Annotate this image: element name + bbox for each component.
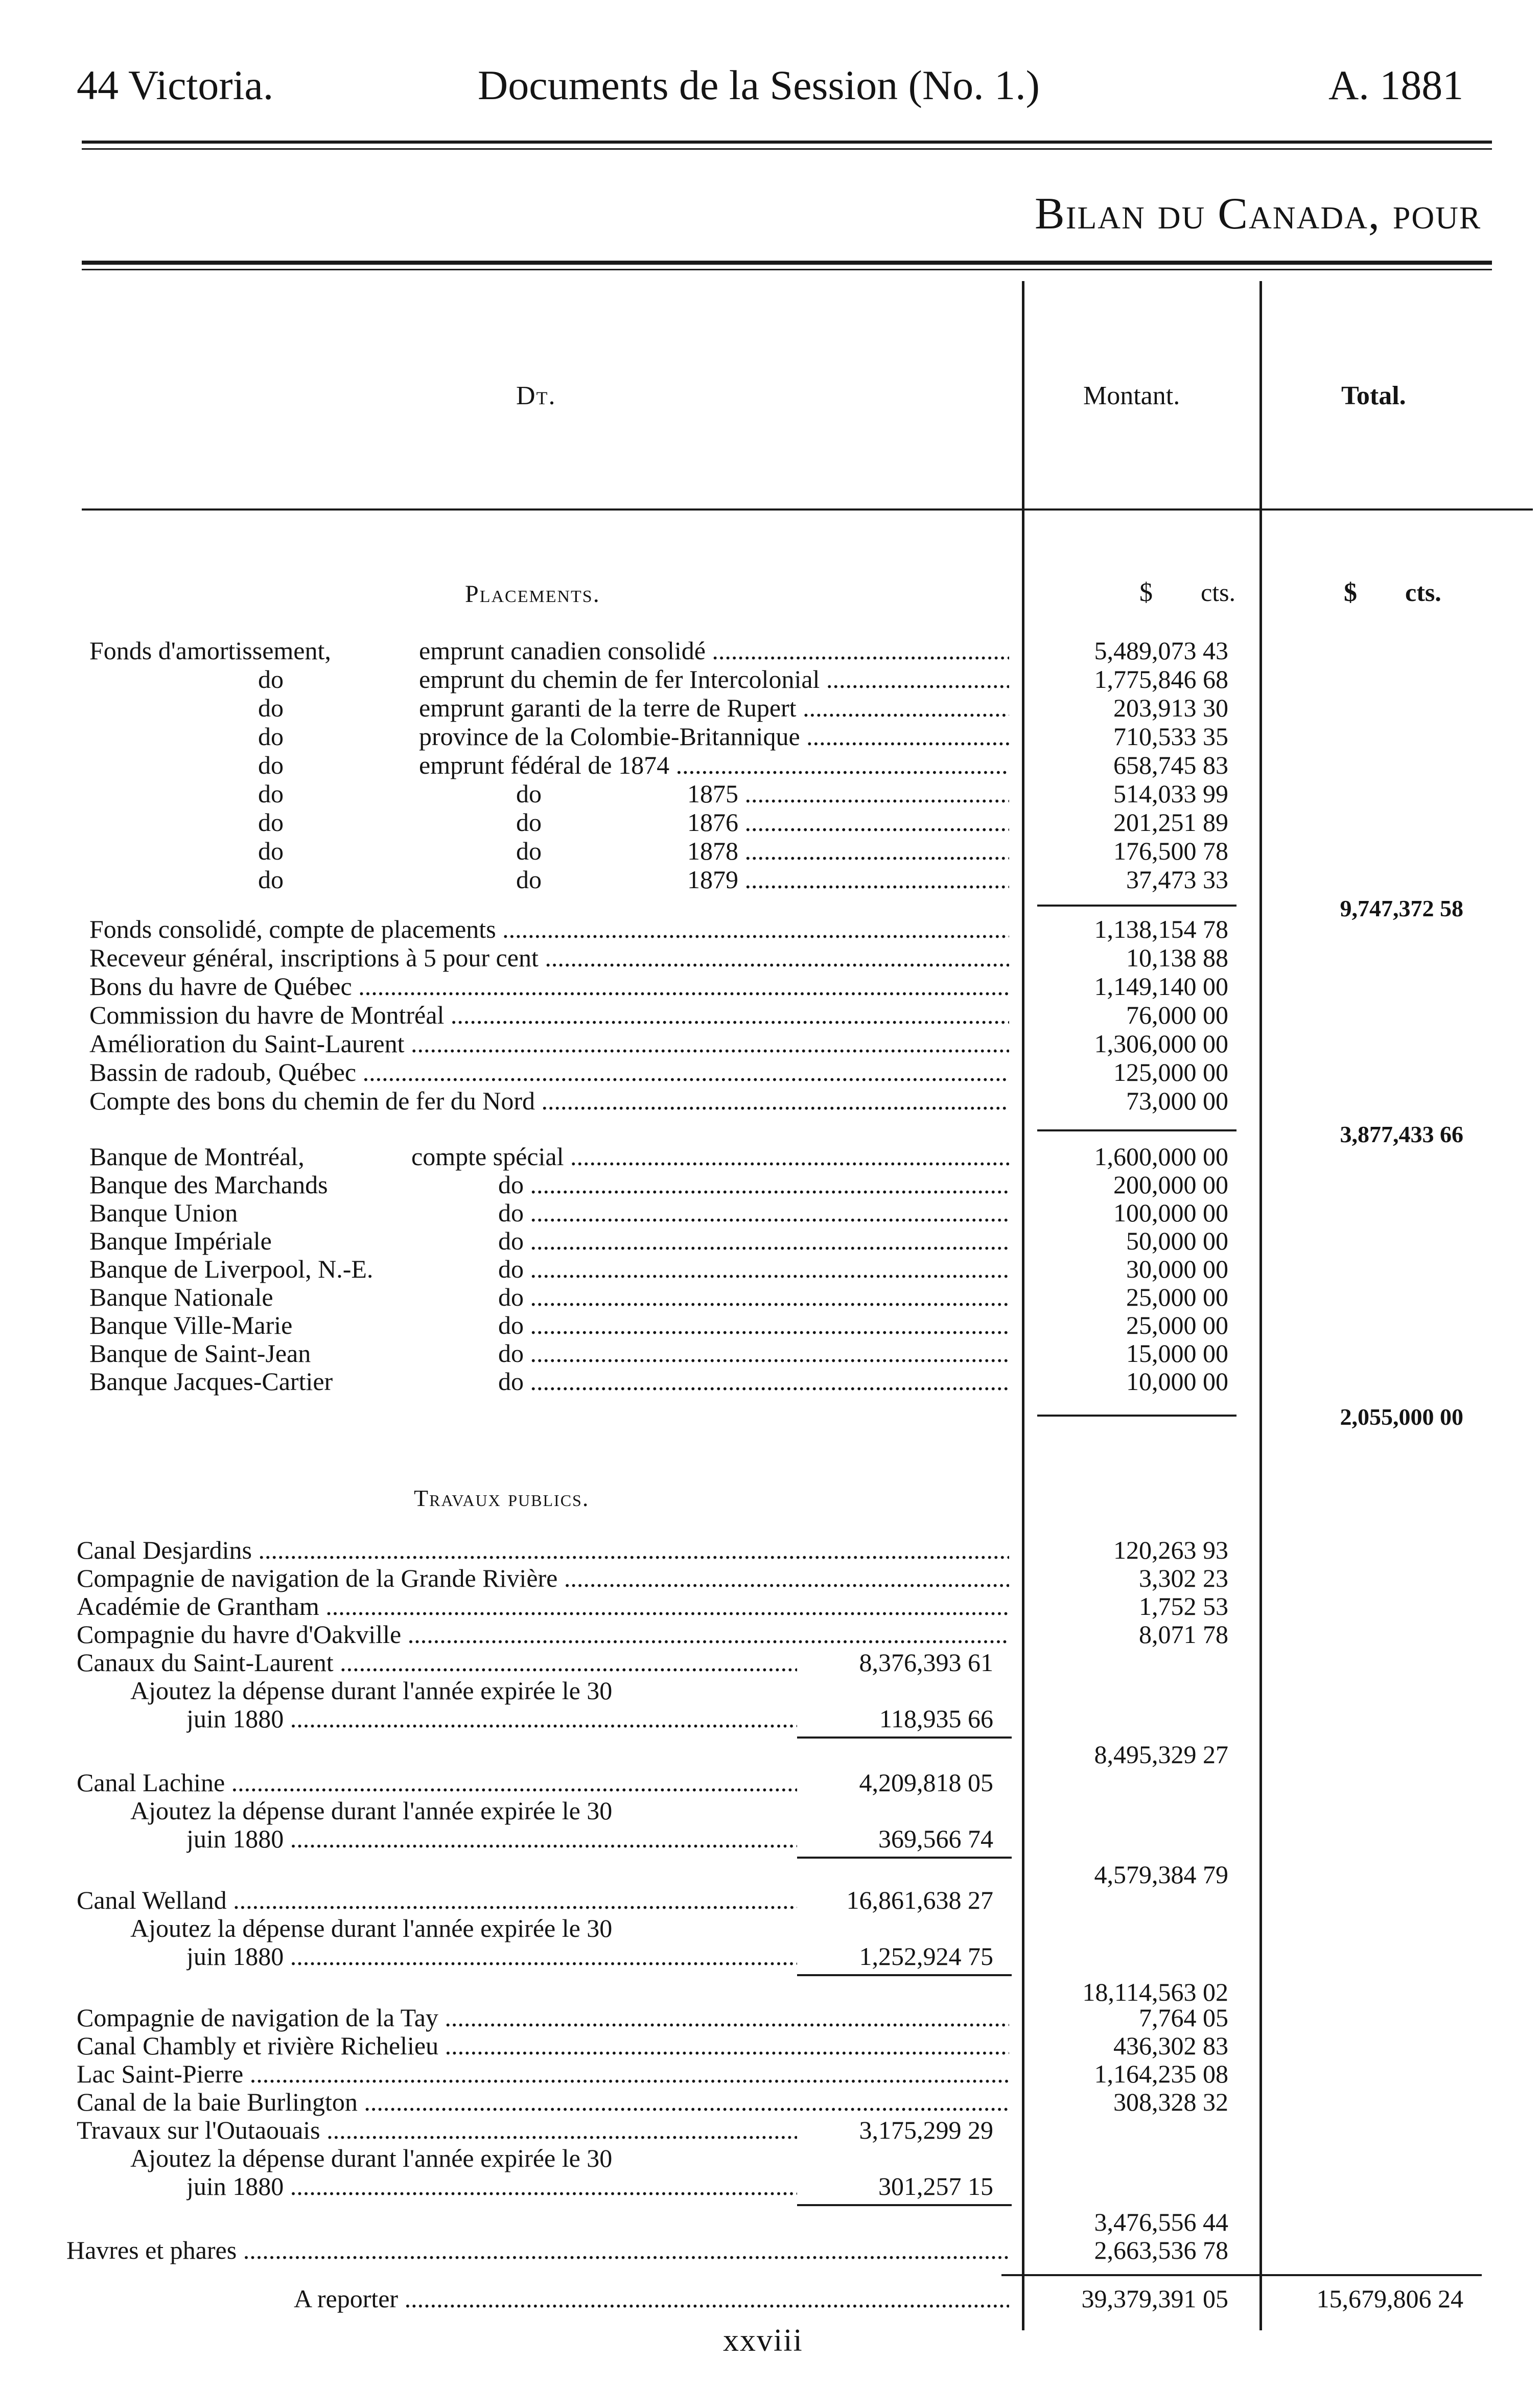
bank-name: Banque Union [89, 1198, 238, 1227]
row-description: emprunt garanti de la terre de Rupert ..... [419, 693, 1009, 722]
row-label: Compagnie de navigation de la Grande Rivière ..... [77, 1564, 1009, 1592]
bank-name: Banque Nationale [89, 1283, 273, 1311]
page-number: xxviii [723, 2323, 803, 2358]
subtotal-rule [797, 2204, 1012, 2206]
row-description: emprunt du chemin de fer Intercolonial ..... [419, 665, 1009, 693]
table-row [0, 1198, 1540, 1227]
row-amount: 8,071 78 [1139, 1620, 1228, 1649]
table-row [0, 2031, 1540, 2060]
bank-name: Banque de Liverpool, N.-E. [89, 1255, 374, 1283]
table-row [0, 1914, 1540, 1942]
bank-name: Banque de Montréal, [89, 1142, 305, 1171]
row-amount: 1,149,140 00 [1094, 972, 1228, 1001]
row-amount: 73,000 00 [1126, 1086, 1228, 1115]
row-label: do [258, 722, 284, 751]
row-amount: 120,263 93 [1113, 1536, 1228, 1564]
table-row [0, 665, 1540, 693]
row-label: do [258, 665, 284, 693]
row-description: province de la Colombie-Britannique ..... [419, 722, 1009, 751]
table-row [0, 1978, 1540, 2006]
row-amount: 3,302 23 [1139, 1564, 1228, 1592]
bank-description: do ..... [498, 1255, 1009, 1283]
table-row [0, 2144, 1540, 2172]
row-label: Académie de Grantham ..... [77, 1592, 1009, 1620]
column-header-dt: Dt. [516, 381, 556, 410]
subtotal-rule [797, 1736, 1012, 1739]
bank-description: do ..... [498, 1226, 1009, 1255]
row-label: Compagnie de navigation de la Tay ..... [77, 2003, 1009, 2032]
table-row [0, 1170, 1540, 1199]
row-amount: 4,579,384 79 [1094, 1860, 1228, 1889]
row-label: Havres et phares ..... [66, 2236, 1009, 2264]
table-row [0, 1824, 1540, 1853]
row-amount: 1,164,235 08 [1094, 2059, 1228, 2088]
row-note: Ajoutez la dépense durant l'année expirée le 30 [130, 1676, 613, 1705]
row-label: Canal Chambly et rivière Richelieu ..... [77, 2031, 1009, 2060]
row-label: Travaux sur l'Outaouais ..... [77, 2116, 797, 2144]
row-label: Canaux du Saint-Laurent ..... [77, 1648, 797, 1677]
total-cts-label: cts. [1405, 578, 1441, 607]
row-amount: 200,000 00 [1113, 1170, 1228, 1199]
subtitle-rule [82, 261, 1492, 265]
subtotal-row [0, 1403, 1540, 1431]
table-row [0, 1860, 1540, 1889]
row-note: Ajoutez la dépense durant l'année expirée le 30 [130, 1796, 613, 1825]
table-row [0, 972, 1540, 1001]
column-header-montant: Montant. [1083, 381, 1180, 410]
row-label: do [258, 837, 284, 865]
row-amount: 50,000 00 [1126, 1226, 1228, 1255]
table-row [0, 1676, 1540, 1705]
misc-placements-total: 3,877,433 66 [1340, 1121, 1463, 1147]
header-rule [82, 141, 1492, 144]
row-year: 1875 ..... [687, 779, 1009, 808]
row-description: do [516, 779, 542, 808]
row-amount: 1,138,154 78 [1094, 915, 1228, 943]
row-note: Ajoutez la dépense durant l'année expirée le 30 [130, 1914, 613, 1942]
header-year: A. 1881 [1328, 62, 1464, 108]
row-amount: 5,489,073 43 [1094, 636, 1228, 665]
table-row [0, 1255, 1540, 1283]
table-row [0, 1704, 1540, 1733]
row-amount: 308,328 32 [1113, 2088, 1228, 2116]
table-row [0, 2116, 1540, 2144]
bank-name: Banque Ville-Marie [89, 1311, 293, 1339]
row-note: Ajoutez la dépense durant l'année expirée le 30 [130, 2144, 613, 2172]
a-reporter-label: A reporter ..... [294, 2284, 1009, 2313]
row-subamount: 301,257 15 [878, 2172, 993, 2201]
table-row [0, 1283, 1540, 1311]
row-label: Canal de la baie Burlington ..... [77, 2088, 1009, 2116]
row-amount: 7,764 05 [1139, 2003, 1228, 2032]
row-label: Fonds d'amortissement, [89, 636, 331, 665]
row-label: Amélioration du Saint-Laurent ..... [89, 1029, 1009, 1058]
row-amount: 1,752 53 [1139, 1592, 1228, 1620]
bank-description: compte spécial ..... [411, 1142, 1009, 1171]
column-header-rule [82, 508, 1533, 511]
section-heading-placements: Placements. [465, 581, 600, 608]
row-amount: 2,663,536 78 [1094, 2236, 1228, 2264]
total-dollar-label: $ [1344, 578, 1357, 607]
bank-name: Banque de Saint-Jean [89, 1339, 311, 1368]
row-subamount: 1,252,924 75 [859, 1942, 993, 1971]
table-row [0, 865, 1540, 894]
row-label: Bassin de radoub, Québec ..... [89, 1058, 1009, 1086]
currency-dollar-label: $ [1139, 578, 1153, 607]
table-row [0, 1648, 1540, 1677]
table-row [0, 2172, 1540, 2201]
row-amount: 1,306,000 00 [1094, 1029, 1228, 1058]
table-row [0, 1142, 1540, 1171]
row-description: emprunt canadien consolidé ..... [419, 636, 1009, 665]
table-row [0, 636, 1540, 665]
header-rule-thin [82, 148, 1492, 150]
row-amount: 8,495,329 27 [1094, 1740, 1228, 1769]
row-amount: 25,000 00 [1126, 1283, 1228, 1311]
row-description: do [516, 865, 542, 894]
bank-description: do ..... [498, 1367, 1009, 1396]
bank-name: Banque Jacques-Cartier [89, 1367, 333, 1396]
column-header-total: Total. [1341, 381, 1406, 410]
row-label: Bons du havre de Québec ..... [89, 972, 1009, 1001]
footer-rule-montant [1001, 2274, 1242, 2276]
table-row [0, 2003, 1540, 2032]
row-description: do [516, 808, 542, 837]
row-amount: 10,000 00 [1126, 1367, 1228, 1396]
row-label: Receveur général, inscriptions à 5 pour cent ..... [89, 943, 1009, 972]
row-label: Compagnie du havre d'Oakville ..... [77, 1620, 1009, 1649]
table-row [0, 2059, 1540, 2088]
table-row [0, 1886, 1540, 1914]
table-row [0, 808, 1540, 837]
row-amount: 658,745 83 [1113, 751, 1228, 779]
table-row [0, 722, 1540, 751]
row-amount: 514,033 99 [1113, 779, 1228, 808]
row-amount: 25,000 00 [1126, 1311, 1228, 1339]
bank-description: do ..... [498, 1198, 1009, 1227]
table-row [0, 751, 1540, 779]
row-label: Canal Lachine ..... [77, 1768, 797, 1797]
subtitle-rule-thin [82, 269, 1492, 270]
section-heading-travaux-publics: Travaux publics. [414, 1485, 590, 1511]
row-label: Compte des bons du chemin de fer du Nord ..... [89, 1086, 1009, 1115]
row-amount: 30,000 00 [1126, 1255, 1228, 1283]
row-amount: 176,500 78 [1113, 837, 1228, 865]
row-note: juin 1880 ..... [186, 1704, 797, 1733]
row-amount: 18,114,563 02 [1082, 1978, 1228, 2006]
fonds-amortissement-total: 9,747,372 58 [1340, 895, 1463, 921]
table-row [0, 1942, 1540, 1971]
row-amount: 3,476,556 44 [1094, 2208, 1228, 2236]
row-description: do [516, 837, 542, 865]
table-row [0, 1536, 1540, 1564]
row-year: 1876 ..... [687, 808, 1009, 837]
row-label: Commission du havre de Montréal ..... [89, 1001, 1009, 1029]
row-note: juin 1880 ..... [186, 2172, 797, 2201]
bank-description: do ..... [498, 1339, 1009, 1368]
table-row [0, 779, 1540, 808]
page-subtitle: Bilan du Canada, pour [1035, 189, 1482, 239]
row-label: Lac Saint-Pierre ..... [77, 2059, 1009, 2088]
table-row [0, 837, 1540, 865]
row-label: Canal Desjardins ..... [77, 1536, 1009, 1564]
row-amount: 201,251 89 [1113, 808, 1228, 837]
row-subamount: 4,209,818 05 [859, 1768, 993, 1797]
row-label: Fonds consolidé, compte de placements ..... [89, 915, 1009, 943]
table-row [0, 1311, 1540, 1339]
table-row [0, 1226, 1540, 1255]
a-reporter-montant: 39,379,391 05 [1081, 2284, 1228, 2313]
footer-rule-total [1242, 2274, 1482, 2276]
row-label: do [258, 808, 284, 837]
table-row [0, 1029, 1540, 1058]
row-amount: 1,775,846 68 [1094, 665, 1228, 693]
table-row [0, 1564, 1540, 1592]
subtotal-rule [797, 1974, 1012, 1976]
row-amount: 125,000 00 [1113, 1058, 1228, 1086]
row-year: 1879 ..... [687, 865, 1009, 894]
row-description: emprunt fédéral de 1874 ..... [419, 751, 1009, 779]
table-row [0, 2236, 1540, 2264]
a-reporter-total: 15,679,806 24 [1316, 2284, 1463, 2313]
table-row [0, 1740, 1540, 1769]
row-subamount: 369,566 74 [878, 1824, 993, 1853]
row-amount: 1,600,000 00 [1094, 1142, 1228, 1171]
bank-name: Banque des Marchands [89, 1170, 328, 1199]
row-subamount: 118,935 66 [879, 1704, 993, 1733]
row-amount: 203,913 30 [1113, 693, 1228, 722]
table-row [0, 1339, 1540, 1368]
row-subamount: 3,175,299 29 [859, 2116, 993, 2144]
bank-description: do ..... [498, 1283, 1009, 1311]
table-row [0, 1620, 1540, 1649]
table-row [0, 1058, 1540, 1086]
table-row [0, 693, 1540, 722]
row-label: do [258, 751, 284, 779]
bank-description: do ..... [498, 1170, 1009, 1199]
row-label: do [258, 779, 284, 808]
row-amount: 37,473 33 [1126, 865, 1228, 894]
row-amount: 436,302 83 [1113, 2031, 1228, 2060]
table-row [0, 1768, 1540, 1797]
row-amount: 100,000 00 [1113, 1198, 1228, 1227]
row-amount: 76,000 00 [1126, 1001, 1228, 1029]
row-note: juin 1880 ..... [186, 1942, 797, 1971]
row-subamount: 16,861,638 27 [846, 1886, 993, 1914]
row-label: do [258, 865, 284, 894]
bank-name: Banque Impériale [89, 1226, 272, 1255]
table-row [0, 1367, 1540, 1396]
table-row [0, 943, 1540, 972]
row-label: do [258, 693, 284, 722]
table-row [0, 1086, 1540, 1115]
banks-total: 2,055,000 00 [1340, 1404, 1463, 1430]
footer-row [0, 2284, 1540, 2313]
table-row [0, 1796, 1540, 1825]
row-year: 1878 ..... [687, 837, 1009, 865]
header-document-title: Documents de la Session (No. 1.) [478, 62, 1040, 108]
subtotal-rule [797, 1857, 1012, 1859]
currency-cts-label: cts. [1201, 578, 1236, 607]
header-session-year: 44 Victoria. [77, 62, 274, 108]
row-amount: 710,533 35 [1113, 722, 1228, 751]
table-row [0, 1592, 1540, 1620]
row-amount: 15,000 00 [1126, 1339, 1228, 1368]
row-subamount: 8,376,393 61 [859, 1648, 993, 1677]
bank-description: do ..... [498, 1311, 1009, 1339]
table-row [0, 2088, 1540, 2116]
table-row [0, 915, 1540, 943]
table-row [0, 1001, 1540, 1029]
row-note: juin 1880 ..... [186, 1824, 797, 1853]
row-amount: 10,138 88 [1126, 943, 1228, 972]
row-label: Canal Welland ..... [77, 1886, 797, 1914]
table-row [0, 2208, 1540, 2236]
